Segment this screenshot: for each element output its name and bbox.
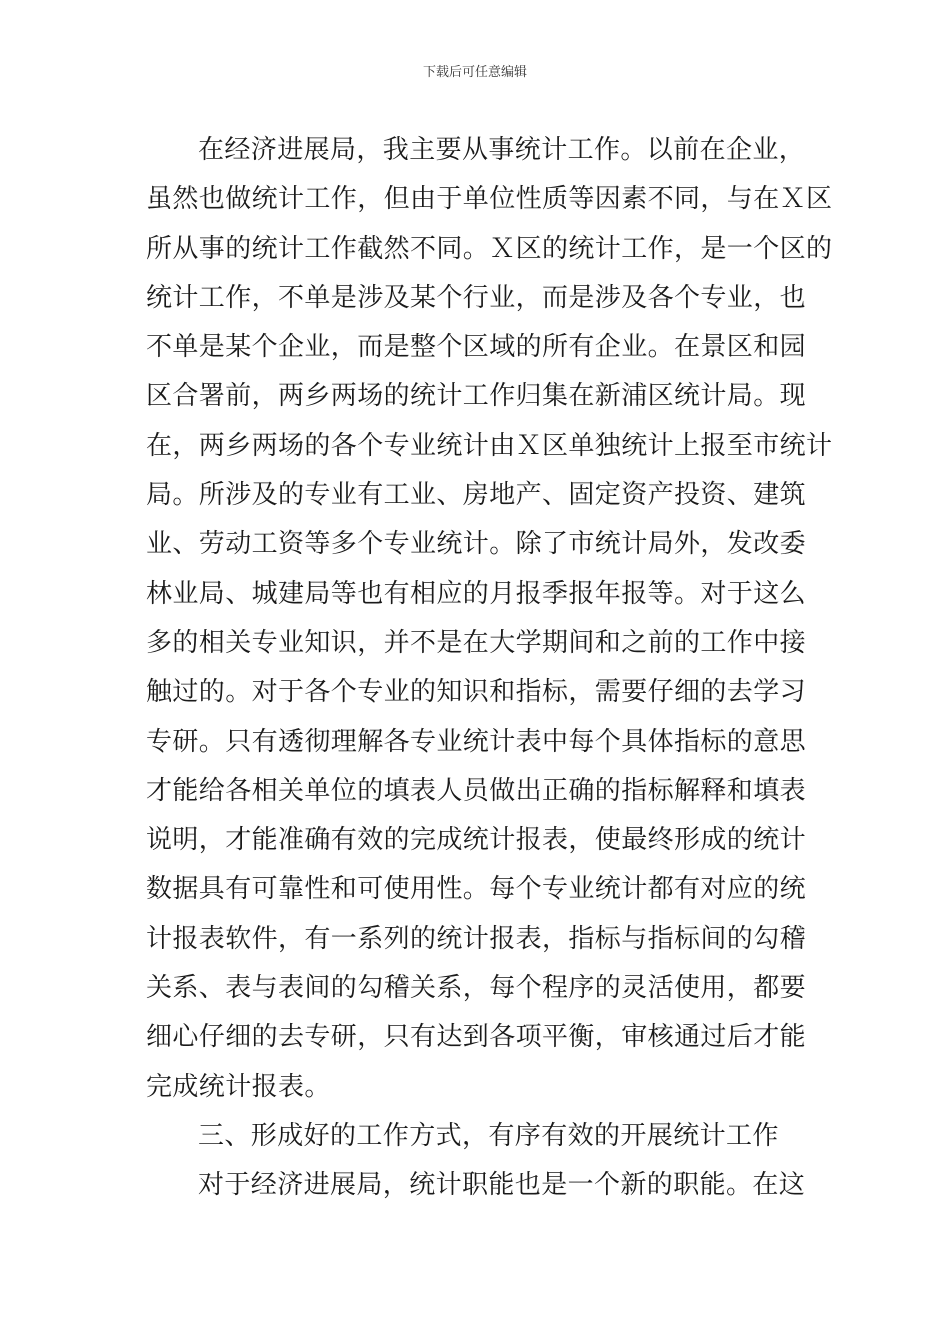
paragraph-line: 在，两乡两场的各个专业统计由Ｘ区单独统计上报至市统计 <box>146 430 833 461</box>
section-heading: 三、形成好的工作方式，有序有效的开展统计工作 <box>198 1120 779 1151</box>
paragraph-line: 专研。只有透彻理解各专业统计表中每个具体指标的意思 <box>146 726 807 757</box>
paragraph-line: 统计工作，不单是涉及某个行业，而是涉及各个专业，也 <box>146 282 807 313</box>
paragraph-line: 不单是某个企业，而是整个区域的所有企业。在景区和园 <box>146 332 807 363</box>
paragraph-line: 才能给各相关单位的填表人员做出正确的指标解释和填表 <box>146 775 807 806</box>
paragraph-line: 说明，才能准确有效的完成统计报表，使最终形成的统计 <box>146 825 807 856</box>
paragraph-line: 数据具有可靠性和可使用性。每个专业统计都有对应的统 <box>146 874 807 905</box>
paragraph-line: 对于经济进展局，统计职能也是一个新的职能。在这 <box>198 1170 806 1201</box>
paragraph-line: 局。所涉及的专业有工业、房地产、固定资产投资、建筑 <box>146 480 807 511</box>
paragraph-line: 关系、表与表间的勾稽关系，每个程序的灵活使用，都要 <box>146 973 807 1004</box>
paragraph-line: 所从事的统计工作截然不同。Ｘ区的统计工作，是一个区的 <box>146 233 833 264</box>
paragraph-line: 林业局、城建局等也有相应的月报季报年报等。对于这么 <box>146 578 807 609</box>
paragraph-line: 完成统计报表。 <box>146 1071 331 1102</box>
paragraph-line: 在经济进展局，我主要从事统计工作。以前在企业， <box>198 135 806 165</box>
header-note: 下载后可任意编辑 <box>422 65 527 80</box>
paragraph-line: 区合署前，两乡两场的统计工作归集在新浦区统计局。现 <box>146 381 807 412</box>
document-body <box>146 126 833 1211</box>
paragraph-line: 触过的。对于各个专业的知识和指标，需要仔细的去学习 <box>146 677 807 708</box>
paragraph-line: 业、劳动工资等多个专业统计。除了市统计局外，发改委 <box>146 529 807 560</box>
paragraph-line: 细心仔细的去专研，只有达到各项平衡，审核通过后才能 <box>146 1022 807 1053</box>
paragraph-line: 计报表软件，有一系列的统计报表，指标与指标间的勾稽 <box>146 923 807 954</box>
paragraph-line: 虽然也做统计工作，但由于单位性质等因素不同，与在Ｘ区 <box>146 184 833 215</box>
paragraph-line: 多的相关专业知识，并不是在大学期间和之前的工作中接 <box>146 627 807 658</box>
